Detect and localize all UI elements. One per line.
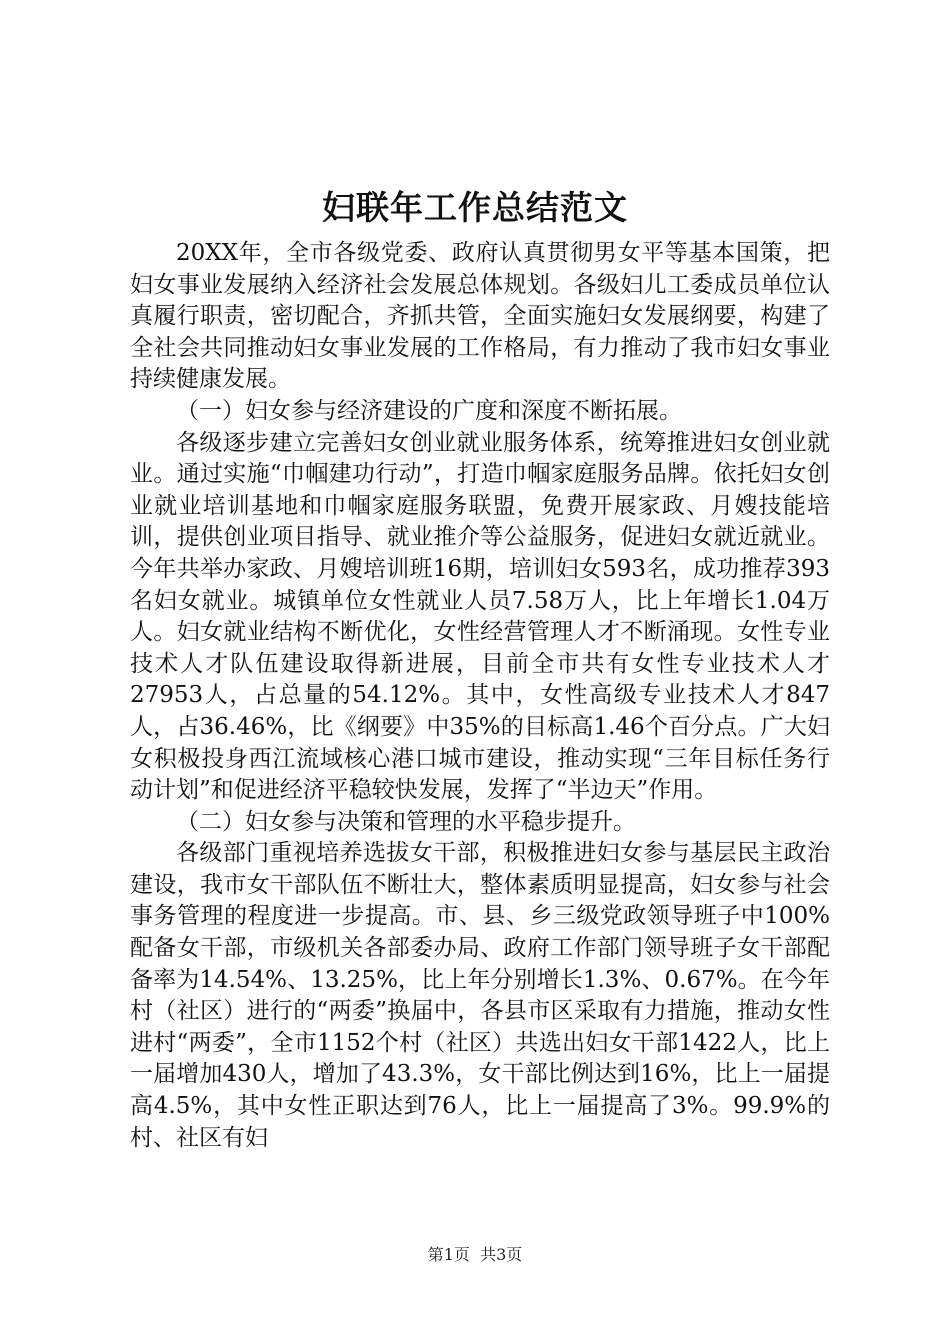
- document-body: [130, 238, 830, 1154]
- paragraph-economy: 各级逐步建立完善妇女创业就业服务体系，统筹推进妇女创业就业。通过实施“巾帼建功行动”，打造巾帼家庭服务品牌。依托妇女创业就业培训基地和巾帼家庭服务联盟，免费开展家政、月嫂技能培训，提供创业项目指导、就业推介等公益服务，促进妇女就近就业。今年共举办家政、月嫂培训班16期，培训妇女593名，成功推荐393名妇女就业。城镇单位女性就业人员7.58万人，比上年增长1.04万人。妇女就业结构不断优化，女性经营管理人才不断涌现。女性专业技术人才队伍建设取得新进展，目前全市共有女性专业技术人才27953人，占总量的54.12%。其中，女性高级专业技术人才847人，占36.46%，比《纲要》中35%的目标高1.46个百分点。广大妇女积极投身西江流域核心港口城市建设，推动实现“三年目标任务行动计划”和促进经济平稳较快发展，发挥了“半边天”作用。: [130, 429, 830, 804]
- page-footer: [0, 1244, 950, 1266]
- section-heading-2: （二）妇女参与决策和管理的水平稳步提升。: [176, 808, 636, 835]
- paragraph-decision: 各级部门重视培养选拔女干部，积极推进妇女参与基层民主政治建设，我市女干部队伍不断壮大，整体素质明显提高，妇女参与社会事务管理的程度进一步提高。市、县、乡三级党政领导班子中100%配备女干部，市级机关各部委办局、政府工作部门领导班子女干部配备率为14.54%、13.25%，比上年分别增长1.3%、0.67%。在今年村（社区）进行的“两委”换届中，各县市区采取有力措施，推动女性进村“两委”，全市1152个村（社区）共选出妇女干部1422人，比上一届增加430人，增加了43.3%，女干部比例达到16%，比上一届提高4.5%，其中女性正职达到76人，比上一届提高了3%。99.9%的村、社区有妇: [130, 840, 830, 1151]
- page-total: 共3页: [480, 1245, 523, 1264]
- document-title: 妇联年工作总结范文: [322, 188, 628, 227]
- paragraph-intro: 20XX年，全市各级党委、政府认真贯彻男女平等基本国策，把妇女事业发展纳入经济社会发展总体规划。各级妇儿工委成员单位认真履行职责，密切配合，齐抓共管，全面实施妇女发展纲要，构建了全社会共同推动妇女事业发展的工作格局，有力推动了我市妇女事业持续健康发展。: [130, 240, 830, 393]
- section-heading-1: （一）妇女参与经济建设的广度和深度不断拓展。: [176, 397, 682, 424]
- page-number: 第1页: [427, 1245, 470, 1264]
